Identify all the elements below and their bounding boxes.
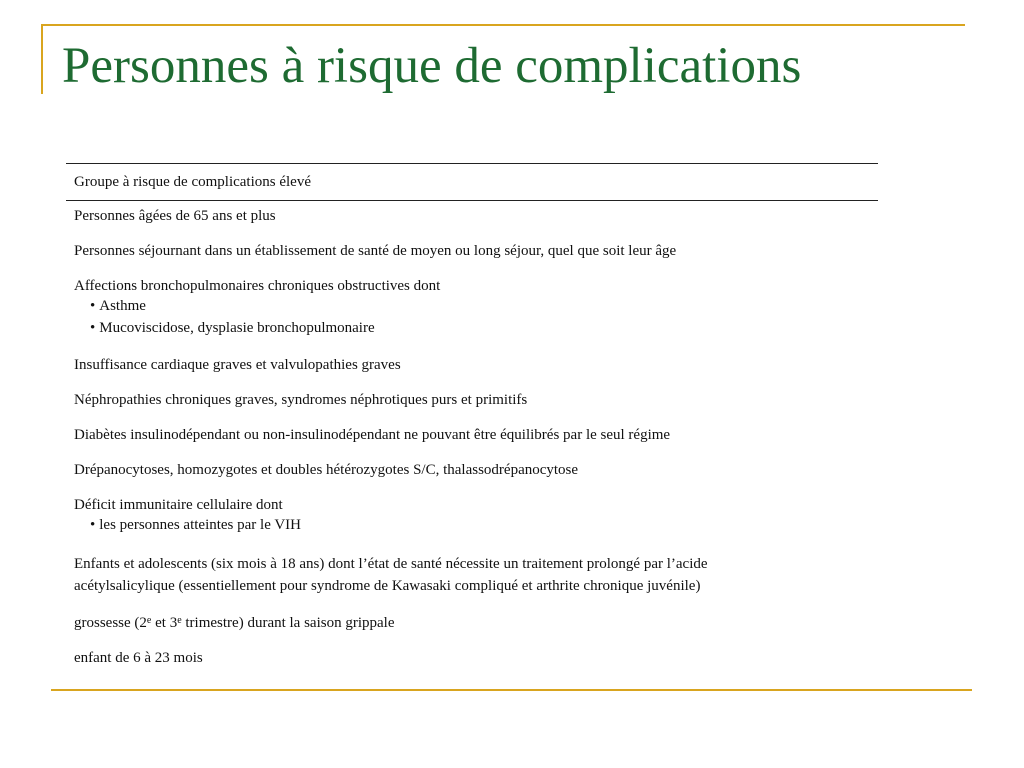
table-row [74,496,878,536]
row-text: enfant de 6 à 23 mois [74,650,203,666]
title-frame-left-rule [41,24,43,94]
pregnancy-prefix: grossesse ( [74,615,140,631]
bullet-icon: • [90,517,96,533]
row-text-line-1: Enfants et adolescents (six mois à 18 ans) dont l’état de santé nécessite un traitement prolongé par l’acide [74,556,708,572]
ordinal-3: 3 [169,615,178,631]
bullet-item [74,514,878,536]
bullet-item [74,317,878,339]
bullet-icon: • [90,320,96,336]
row-text: Diabètes insulinodépendant ou non-insulinodépendant ne pouvant être équilibrés par le seul régime [74,427,671,443]
table-row [74,356,878,374]
table-row [74,461,878,479]
table-row [74,391,878,409]
bullet-text: les personnes atteintes par le VIH [99,517,302,533]
risk-groups-table [66,163,878,684]
table-row [74,649,878,667]
row-text: Déficit immunitaire cellulaire dont [74,497,283,513]
table-bottom-rule [51,689,972,691]
bullet-icon: • [90,298,96,314]
bullet-text: Mucoviscidose, dysplasie bronchopulmonaire [99,320,375,336]
table-row [74,426,878,444]
table-header: Groupe à risque de complications élevé [74,173,311,190]
row-text [74,614,878,632]
row-text: Insuffisance cardiaque graves et valvulopathies graves [74,357,401,373]
bullet-item [74,295,878,317]
row-text: Néphropathies chroniques graves, syndromes néphrotiques purs et primitifs [74,392,528,408]
slide-title: Personnes à risque de complications [62,38,802,94]
ordinal-2: 2 [139,615,147,631]
pregnancy-suffix: trimestre) durant la saison grippale [181,615,395,631]
table-row [74,207,878,225]
row-text-line-2: acétylsalicylique (essentiellement pour syndrome de Kawasaki compliqué et arthrite chronique juvénile) [74,578,701,594]
bullet-text: Asthme [99,298,146,314]
table-row [74,614,878,632]
table-row [74,277,878,339]
row-text: Affections bronchopulmonaires chroniques obstructives dont [74,278,441,294]
row-text: Personnes séjournant dans un établissement de santé de moyen ou long séjour, quel que soit leur âge [74,243,677,259]
row-text: Personnes âgées de 65 ans et plus [74,208,276,224]
ordinal-2-sup: e [146,615,152,626]
table-body [66,201,878,667]
table-row [74,242,878,260]
pregnancy-mid: et [151,615,170,631]
row-text: Drépanocytoses, homozygotes et doubles hétérozygotes S/C, thalassodrépanocytose [74,462,579,478]
table-row [74,553,878,597]
title-frame-top-rule [41,24,965,26]
ordinal-3-sup: e [177,615,182,626]
